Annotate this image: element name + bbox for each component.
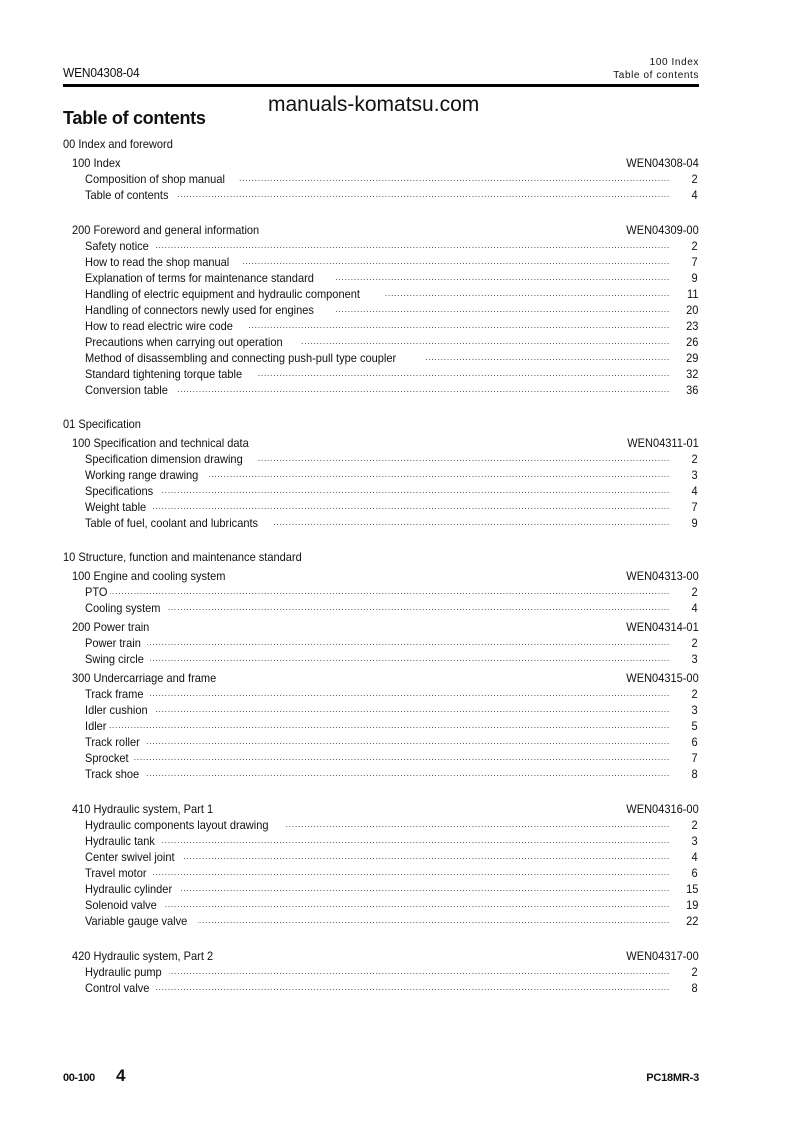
toc-item[interactable]: ..... Working range drawing 3 [63,467,699,483]
page-number: 15 [685,882,698,896]
toc-item[interactable]: ..... How to read electric wire code 23 [63,318,699,334]
page-number: 4 [691,850,698,864]
toc-chapter-01[interactable]: 01 Specification [63,417,141,431]
page-number: 2 [691,239,698,253]
section-doc-code: WEN04315-00 [626,671,699,685]
toc-section-100-engine[interactable]: 100 Engine and cooling system WEN04313-00 [72,569,699,583]
toc-item[interactable]: ..... Idler 5 [63,718,699,734]
page-number: 3 [691,652,698,666]
toc-item[interactable]: ..... Track roller 6 [63,734,699,750]
toc-item[interactable]: ..... Hydraulic cylinder 15 [63,881,699,897]
page-number: 4 [691,188,698,202]
toc-item[interactable]: ..... Sprocket 7 [63,750,699,766]
toc-item[interactable]: ..... Specification dimension drawing 2 [63,451,699,467]
toc-item[interactable]: ..... Handling of electric equipment and hydraulic component 11 [63,286,699,302]
section-doc-code: WEN04316-00 [626,802,699,816]
toc-chapter-00[interactable]: 00 Index and foreword [63,137,173,151]
section-doc-code: WEN04317-00 [626,949,699,963]
dot-leader [85,718,670,734]
page-number: 22 [685,914,698,928]
toc-item[interactable]: ..... Travel motor 6 [63,865,699,881]
page-number: 3 [691,468,698,482]
toc-section-420-hydraulic-2[interactable]: 420 Hydraulic system, Part 2 WEN04317-00 [72,949,699,963]
toc-item[interactable]: ..... Conversion table 36 [63,382,699,398]
toc-item[interactable]: ..... Hydraulic tank 3 [63,833,699,849]
page-number: 36 [685,383,698,397]
page-number: 19 [685,898,698,912]
dot-leader [85,635,670,651]
page-number: 32 [685,367,698,381]
dot-leader [85,651,670,667]
dot-leader [85,238,670,254]
page-number: 9 [691,516,698,530]
page-footer [63,1062,699,1086]
toc-item[interactable]: ..... Hydraulic components layout drawing 2 [63,817,699,833]
header-section: 100 Index [649,57,699,68]
toc-item[interactable]: ..... Cooling system 4 [63,600,699,616]
page-number: 4 [691,601,698,615]
dot-leader [85,964,670,980]
page-number: 8 [691,767,698,781]
dot-leader [85,734,670,750]
toc-item[interactable]: ..... Composition of shop manual 2 [63,171,699,187]
toc-item[interactable]: ..... Specifications 4 [63,483,699,499]
page-number: 11 [686,287,698,301]
page-number: 2 [691,452,698,466]
toc-item[interactable]: ..... Table of fuel, coolant and lubricants 9 [63,515,699,531]
toc-item[interactable]: ..... Swing circle 3 [63,651,699,667]
page-number: 4 [691,484,698,498]
dot-leader [85,483,670,499]
header-subsection: Table of contents [613,70,699,81]
dot-leader [85,833,670,849]
toc-section-100-index[interactable]: 100 Index WEN04308-04 [72,156,699,170]
toc-chapter-10[interactable]: 10 Structure, function and maintenance standard [63,550,302,564]
toc-item[interactable]: ..... Handling of connectors newly used for engines 20 [63,302,699,318]
page-number: 2 [691,965,698,979]
toc-item[interactable]: ..... Explanation of terms for maintenance standard 9 [63,270,699,286]
toc-item[interactable]: ..... Track shoe 8 [63,766,699,782]
toc-item[interactable]: ..... Center swivel joint 4 [63,849,699,865]
toc-item[interactable]: ..... Power train 2 [63,635,699,651]
dot-leader [85,865,670,881]
toc-item[interactable]: ..... Hydraulic pump 2 [63,964,699,980]
page-number: 3 [691,703,698,717]
toc-item[interactable]: ..... Solenoid valve 19 [63,897,699,913]
section-doc-code: WEN04308-04 [626,156,699,170]
page-number: 6 [691,735,698,749]
toc-section-100-specification[interactable]: 100 Specification and technical data WEN04311-01 [72,436,699,450]
dot-leader [85,980,670,996]
dot-leader [85,686,670,702]
page-number: 2 [691,172,698,186]
section-doc-code: WEN04311-01 [627,436,699,450]
document-id: WEN04308-04 [63,65,140,80]
page-number: 9 [691,271,698,285]
dot-leader [85,584,670,600]
dot-leader [85,702,670,718]
page-number: 2 [691,585,698,599]
page-number: 26 [685,335,698,349]
page-number: 29 [685,351,698,365]
footer-page-number: 4 [116,1066,126,1085]
page-number: 7 [691,500,698,514]
dot-leader [85,766,670,782]
page-header [63,52,699,87]
header-section-info [613,56,699,82]
page-number: 2 [691,636,698,650]
page-number: 3 [691,834,698,848]
toc-item[interactable]: ..... How to read the shop manual 7 [63,254,699,270]
page-title: Table of contents [63,108,206,128]
section-doc-code: WEN04313-00 [626,569,699,583]
page-number: 2 [691,687,698,701]
page-number: 23 [685,319,698,333]
footer-section-code: 00-100 [63,1072,95,1084]
toc-section-200-power-train[interactable]: 200 Power train WEN04314-01 [72,620,699,634]
toc-item[interactable]: ..... Standard tightening torque table 32 [63,366,699,382]
toc-item[interactable]: ..... Variable gauge valve 22 [63,913,699,929]
toc-item[interactable]: ..... PTO 2 [63,584,699,600]
toc-item[interactable]: ..... Weight table 7 [63,499,699,515]
section-doc-code: WEN04309-00 [626,223,699,237]
toc-section-410-hydraulic-1[interactable]: 410 Hydraulic system, Part 1 WEN04316-00 [72,802,699,816]
page-number: 5 [691,719,698,733]
section-doc-code: WEN04314-01 [626,620,699,634]
page-number: 20 [685,303,698,317]
toc-item[interactable]: ..... Track frame 2 [63,686,699,702]
page-number: 6 [691,866,698,880]
dot-leader [85,600,670,616]
toc-item[interactable]: ..... Precautions when carrying out operation 26 [63,334,699,350]
page-number: 7 [691,255,698,269]
toc-section-300-undercarriage[interactable]: 300 Undercarriage and frame WEN04315-00 [72,671,699,685]
dot-leader [85,897,670,913]
page-number: 8 [691,981,698,995]
dot-leader [85,499,670,515]
toc-item[interactable]: ..... Idler cushion 3 [63,702,699,718]
toc-section-200-foreword[interactable]: 200 Foreword and general information WEN04309-00 [72,223,699,237]
dot-leader [85,750,670,766]
toc-item[interactable]: ..... Method of disassembling and connecting push-pull type coupler 29 [63,350,699,366]
watermark: manuals-komatsu.com [268,93,480,116]
toc-item[interactable]: ..... Control valve 8 [63,980,699,996]
footer-model: PC18MR-3 [646,1072,699,1084]
toc-item[interactable]: ..... Safety notice 2 [63,238,699,254]
toc-item[interactable]: ..... Table of contents 4 [63,187,699,203]
table-of-contents [63,136,699,996]
page-number: 7 [691,751,698,765]
page-number: 2 [691,818,698,832]
